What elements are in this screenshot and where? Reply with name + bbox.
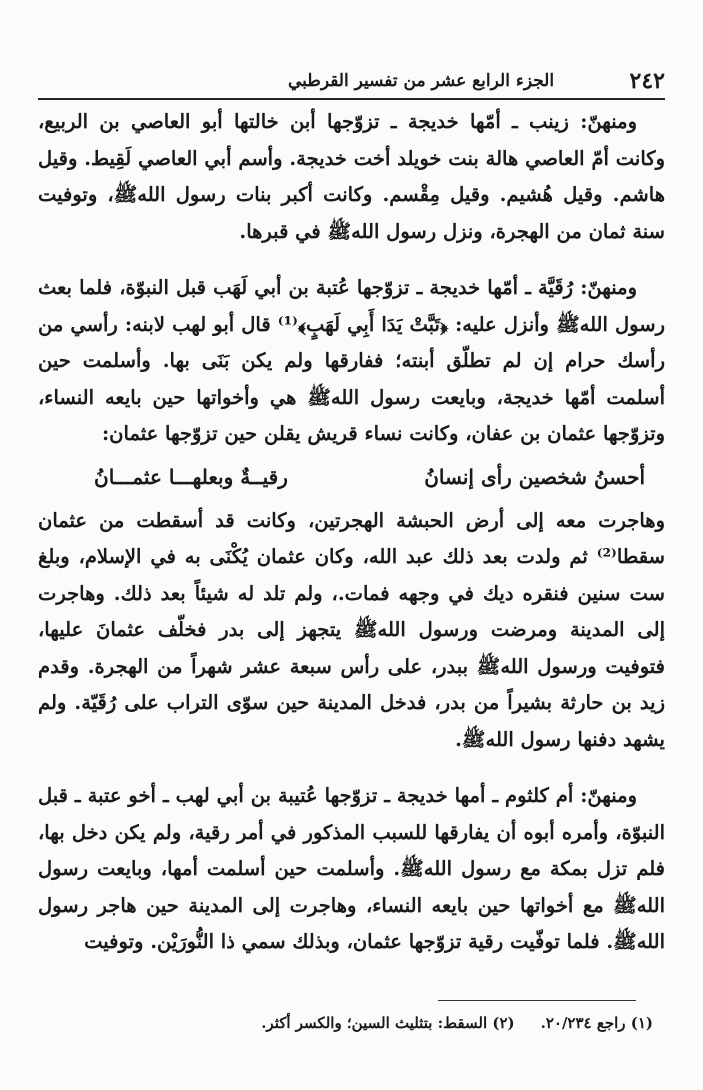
poetry-verse [94,459,645,495]
page-body [38,104,665,961]
verse-first-hemistich: أحسنُ شخصين رأى إنسانُ [424,464,645,489]
footnote-1: (١) راجع ٢٠/٢٣٤. [540,1014,653,1032]
footnote-divider [438,1000,636,1001]
verse-second-hemistich: رقيــةٌ وبعلهـــا عثمـــانُ [94,464,288,489]
paragraph-ruqayyah: ومنهنّ: رُقَيَّة ـ أمّها خديجة ـ تزوّجها عُتبة بن أبي لَهَب قبل النبوّة، فلما بعث رسول اللهﷺ وأنزل عليه: ﴿تَبَّتْ يَدَا أَبِي لَهَبٍ﴾⁽¹⁾ قال أبو لهب لابنه: رأسي من رأسك حرام إن لم تطلّق أبنته؛ ففارقها ولم يكن بَنَى بها. وأسلمت حين أسلمت أمّها خديجة، وبايعت رسول اللهﷺ هي وأخواتها حين بايعه النساء، وتزوّجها عثمان بن عفان، وكانت نساء قريش يقلن حين تزوّجها عثمان: [38,276,665,445]
page-header [38,64,665,100]
page-number: ٢٤٢ [629,68,665,94]
footnotes [261,1014,653,1032]
footnote-2: (٢) السقط: بتثليث السين؛ والكسر أكثر. [261,1014,515,1032]
paragraph-umm-kulthum: ومنهنّ: أم كلثوم ـ أمها خديجة ـ تزوّجها عُتيبة بن أبي لهب ـ أخو عتبة ـ قبل النبوّة، وأمره أبوه أن يفارقها للسبب المذكور في أمر رقية، ولم يكن دخل بها، فلم تزل بمكة مع رسول اللهﷺ. وأسلمت حين أسلمت أمها، وبايعت رسول اللهﷺ مع أخواتها حين بايعه النساء، وهاجرت إلى المدينة حين هاجر رسول اللهﷺ. فلما توفّيت رقية تزوّجها عثمان، وبذلك سمي ذا النُّورَيْن. وتوفيت [38,784,666,953]
paragraph-zaynab: ومنهنّ: زينب ـ أمّها خديجة ـ تزوّجها أبن خالتها أبو العاصي بن الربيع، وكانت أمّ العاصي هالة بنت خويلد أخت خديجة. وأسم أبي العاصي لَقِيط. وقيل هاشم. وقيل هُشيم. وقيل مِقْسم. وكانت أكبر بنات رسول اللهﷺ، وتوفيت سنة ثمان من الهجرة، ونزل رسول اللهﷺ في قبرها. [38,110,665,243]
running-title: الجزء الرابع عشر من تفسير القرطبي [288,71,555,91]
paragraph-migration: وهاجرت معه إلى أرض الحبشة الهجرتين، وكانت قد أسقطت من عثمان سقطا⁽²⁾ ثم ولدت بعد ذلك عبد الله، وكان عثمان يُكْنَى به في الإسلام، وبلغ ست سنين فنقره ديك في وجهه فمات.، ولم تلد له شيئاً بعد ذلك. وهاجرت إلى المدينة ومرضت ورسول اللهﷺ يتجهز إلى بدر فخلّف عثمانَ عليها، فتوفيت ورسول اللهﷺ ببدر، على رأس سبعة عشر شهراً من الهجرة. وقدم زيد بن حارثة بشيراً من بدر، فدخل المدينة حين سوّى التراب على رُقَيّة. ولم يشهد دفنها رسول اللهﷺ. [38,508,665,751]
